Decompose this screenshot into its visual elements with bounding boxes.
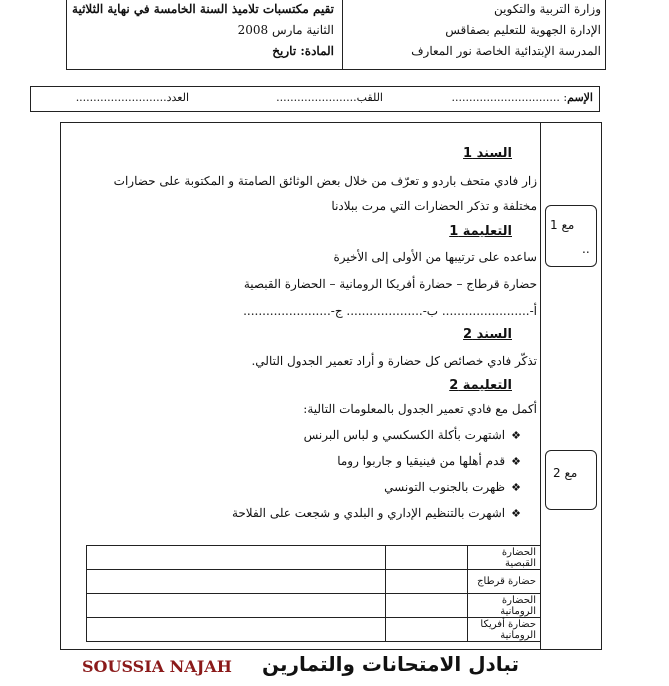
number-label: العدد [166,91,189,104]
table-cell-answer[interactable] [386,570,468,594]
header-ministry: وزارة التربية والتكوين [494,2,601,16]
footer-latin-text: SOUSSIA NAJAH [82,657,232,676]
student-name-line[interactable]: الإسم: ............................... [451,91,593,104]
section1-doc-text-2: مختلفة و تذكر الحضارات التي مرت ببلادنا [331,199,537,213]
surname-label: اللقب [356,91,383,104]
section2-task-title: التعليمة 2 [449,378,512,393]
name-label: الإسم [567,91,593,104]
section2-bullet-4: ❖اشهرت بالتنظيم الإداري و البلدي و شجعت على الفلاحة [231,506,521,520]
header-divider [342,0,343,70]
bullet-icon: ❖ [511,429,521,442]
table-row [87,546,541,570]
table-row [87,594,541,618]
criteria-label-2: مع 2 [553,466,578,480]
criteria-mark-1: .. [582,242,590,256]
section1-answer-line[interactable]: أ-....................... ب-.................... ج-....................... [243,304,537,318]
bullet-icon: ❖ [511,455,521,468]
table-row [87,570,541,594]
header-subject: المادة: تاريخ [272,44,334,58]
section2-bullet-2: ❖قدم أهلها من فينيقيا و جاربوا روما [337,454,521,468]
section1-doc-text-1: زار فادي متحف باردو و تعرّف من خلال بعض الوثائق الصامتة و المكتوبة على حضارات [113,174,537,188]
student-surname-line[interactable]: اللقب....................... [276,91,383,104]
header-regional-office: الإدارة الجهوية للتعليم بصفاقس [445,23,601,37]
table-cell-answer[interactable] [386,618,468,642]
bullet-icon: ❖ [511,507,521,520]
table-row-label: حضارة أفريكا الرومانية [468,618,541,642]
section2-bullet-1: ❖اشتهرت بأكلة الكسكسي و لباس البرنس [303,428,521,442]
table-cell-answer[interactable] [87,594,386,618]
section1-doc-title: السند 1 [463,146,512,161]
section1-task-title: التعليمة 1 [449,224,512,239]
table-cell-answer[interactable] [386,546,468,570]
table-row-label: الحضارة الرومانية [468,594,541,618]
header-exam-title: تقيم مكتسبات تلاميذ السنة الخامسة في نهاية الثلاثية [72,2,334,16]
section2-doc-text: تذكّر فادي خصائص كل حضارة و أراد تعمير الجدول التالي. [251,354,537,368]
table-cell-answer[interactable] [386,594,468,618]
section2-task-text: أكمل مع فادي تعمير الجدول بالمعلومات التالية: [303,402,537,416]
header-exam-date: الثانية مارس 2008 [237,23,334,37]
table-cell-answer[interactable] [87,570,386,594]
table-row [87,618,541,642]
table-row-label: حضارة قرطاج [468,570,541,594]
table-cell-answer[interactable] [87,618,386,642]
section1-task-text: ساعده على ترتيبها من الأولى إلى الأخيرة [333,250,537,264]
section2-bullet-3: ❖ظهرت بالجنوب التونسي [384,480,521,494]
bullet-icon: ❖ [511,481,521,494]
section1-civilizations-list: حضارة قرطاج – حضارة أفريكا الرومانية – الحضارة القبصية [243,277,537,291]
table-cell-answer[interactable] [87,546,386,570]
footer-arabic-text: تبادل الامتحانات والتمارين [262,652,519,676]
criteria-label-1: مع 1 [550,218,575,232]
student-number-line[interactable]: العدد.......................... [75,91,189,104]
criteria-box-1 [545,205,597,267]
criteria-box-2 [545,450,597,510]
table-row-label: الحضارة القبصية [468,546,541,570]
civilizations-table [86,545,541,642]
header-school: المدرسة الإبتدائية الخاصة نور المعارف [411,44,601,58]
section2-doc-title: السند 2 [463,327,512,342]
